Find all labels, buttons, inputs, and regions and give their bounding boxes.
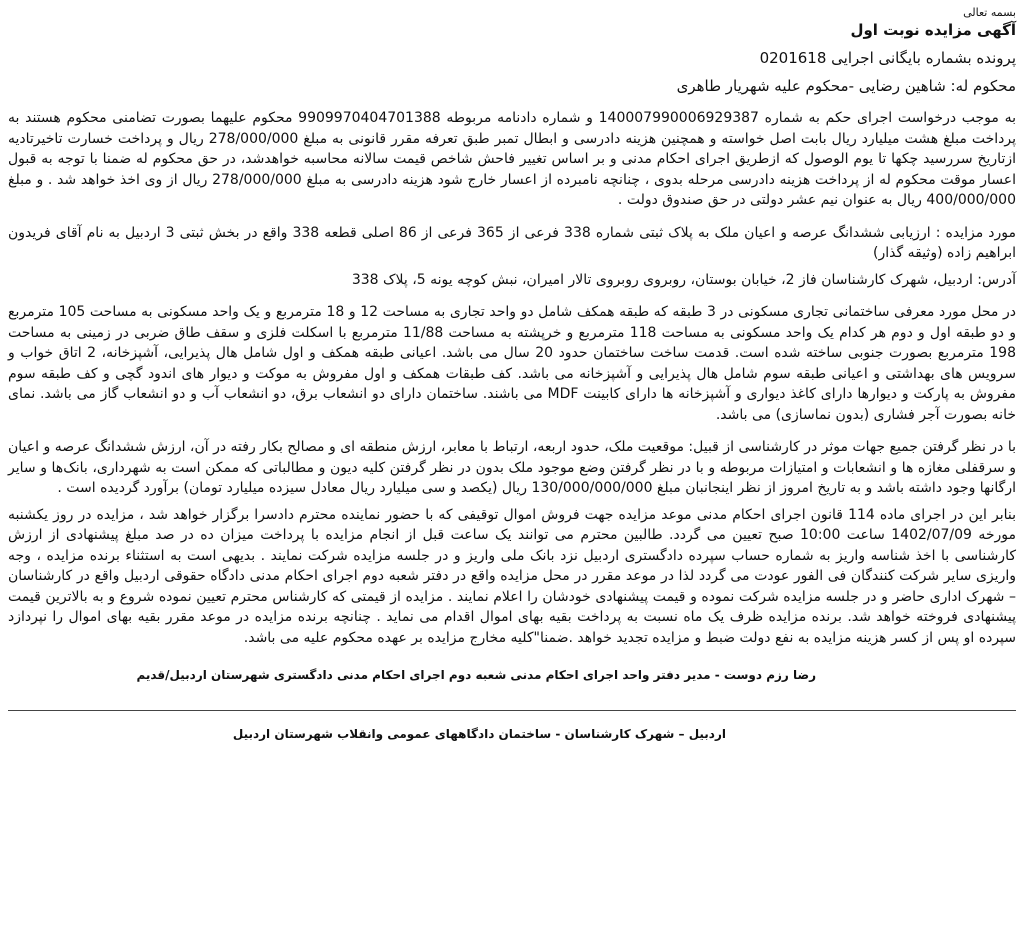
valuation-paragraph: با در نظر گرفتن جمیع جهات موثر در کارشناسی از قبیل: موقعیت ملک، حدود اربعه، ارتباط با معابر، ارزش منطقه ای و مصالح بکار رفته در آن، ارزش ششدانگ عرصه و اعیان و سرقفلی مغازه ها و انشعابات و امتیازات مربوطه و با در نظر گرفتن وضع موجود ملک بدون در نظر گرفتن کلیه دیون و مطالباتی که ممکن است به شهرداری، بانک‌ها و سایر ارگانها وجود داشته باشد و به تاریخ امروز از نظر اینجانبان مبلغ 130/000/000/000 ریال (یکصد و سی میلیارد ریال معادل سیزده میلیارد تومان) برآورد گردیده است . — [8, 439, 1016, 496]
auction-subject-paragraph: مورد مزایده : ارزیابی ششدانگ عرصه و اعیان ملک به پلاک ثبتی شماره 338 فرعی از 365 فرعی از 86 اصلی قطعه 338 واقع در بخش ثبتی 3 اردبیل به نام آقای فریدون ابراهیم زاده (وثیقه گذار) — [8, 224, 1016, 261]
bismillah-heading: بسمه تعالی — [963, 6, 1016, 19]
auction-notice — [8, 6, 1016, 743]
property-description-paragraph: در محل مورد معرفی ساختمانی تجاری مسکونی در 3 طبقه که طبقه همکف شامل دو واحد تجاری به مساحت 12 و 18 مترمربع و یک واحد مسکونی به مساحت 105 مترمربع و دو طبقه اول و دوم هر کدام یک واحد مسکونی به مساحت 118 مترمربع و خرپشته به مساحت 11/88 مترمربع با اسکلت فلزی و سقف طاق ضربی در زمینی به مساحت 198 مترمربع بصورت جنوبی ساخته شده است. قدمت ساخت ساختمان حدود 20 سال می باشد. اعیانی طبقه همکف و اول شامل هال پذیرایی، آشپزخانه، 2 اتاق خواب و سرویس های بهداشتی و اعیانی طبقه سوم شامل هال پذیرایی و آشپزخانه می باشد. کف طبقات همکف و اول مفروش به موکت و دیوار های اندود گچی و کف طبقه سوم مفروش به پارکت و دیوارها دارای کاغذ دیواری و آشپزخانه ها دارای کابینت MDF می باشند. ساختمان دارای دو انشعاب برق، دو انشعاب آب و دو انشعاب گاز می باشد. نمای خانه بصورت آجر فشاری (بدون نماسازی) می باشد. — [8, 304, 1017, 423]
parties-line: محکوم له: شاهین رضایی -محکوم علیه شهریار طاهری — [676, 77, 1016, 95]
notice-title: آگهی مزایده نوبت اول — [850, 21, 1016, 39]
signature-line: رضا رزم دوست - مدیر دفتر واحد اجرای احکام مدنی شعبه دوم اجرای احکام مدنی دادگستری شهرستان اردبیل/قدیم — [136, 668, 816, 682]
auction-terms-paragraph: بنابر این در اجرای ماده 114 قانون اجرای احکام مدنی موعد مزایده جهت فروش اموال توقیفی که با حضور نماینده محترم دادسرا برگزار خواهد شد ، مزایده در روز یکشنبه مورخه 1402/07/09 ساعت 10:00 صبح تعیین می گردد. طالبین محترم می توانند یک ساعت قبل از انجام مزایده با پرداخت میزان ده در صد مبلغ پیشنهادی از ارزش کارشناسی با اخذ شناسه واریز به شماره حساب سپرده دادگستری اردبیل نزد بانک ملی واریز و در جلسه مزایده شرکت نمایند . بدیهی است به استثناء برنده مزایده ، وجه واریزی سایر شرکت کنندگان فی الفور عودت می گردد لذا در موعد مقرر در محل مزایده واقع در دفتر شعبه دوم اجرای احکام مدنی دادگاه حقوقی اردبیل واقع در کارشناسان – شهرک اداری حاضر و در جلسه مزایده شرکت نموده و قیمت پیشنهادی خودشان را اعلام نمایند . مزایده از قیمتی که کارشناس محترم تعیین نموده شروع و به بالاترین قیمت پیشنهادی فروخته خواهد شد. برنده مزایده ظرف یک ماه نسبت به پرداخت بقیه بهای اموال اقدام می نماید . چنانچه برنده مزایده در موعد مقرر بقیه بهای اموال را نپردازد سپرده او پس از کسر هزینه مزایده به نفع دولت ضبط و مزایده تجدید خواهد .ضمنا"کلیه مخارج مزایده بر عهده محکوم علیه می باشد. — [8, 506, 1016, 646]
office-address: اردبیل – شهرک کارشناسان - ساختمان دادگاههای عمومی وانقلاب شهرستان اردبیل — [232, 727, 726, 741]
judgment-paragraph: به موجب درخواست اجرای حکم به شماره 140007990006929387 و شماره دادنامه مربوطه 9909970404701388 محکوم علیهما بصورت تضامنی محکوم هستند به پرداخت مبلغ هشت میلیارد ریال بابت اصل خواسته و همچنین هزینه دادرسی و ابطال تمبر طبق تعرفه مقرر قانونی به مبلغ 278/000/000 ریال و پرداخت خسارت تاخیرتادیه ازتاریخ سررسید چکها تا یوم الوصول که ازطریق اجرای احکام مدنی و بر اساس تغییر فاحش شاخص قیمت سالانه محاسبه خواهدشد، در حق محکوم له ضمنا با توجه به قبول اعسار موقت محکوم له از پرداخت هزینه دادرسی مرحله بدوی ، چنانچه نامبرده از اعسار خارج شود هزینه دادرسی به مبلغ 278/000/000 ریال از وی اخذ خواهد شد . و مبلغ 400/000/000 ریال به عنوان نیم عشر دولتی در حق صندوق دولت . — [8, 110, 1017, 208]
divider — [8, 710, 1016, 711]
file-number: پرونده بشماره بایگانی اجرایی 0201618 — [759, 49, 1016, 67]
property-address: آدرس: اردبیل، شهرک کارشناسان فاز 2، خیابان بوستان، روبروی روبروی تالار امیران، نبش کوچه یونه 5، پلاک 338 — [351, 271, 1016, 288]
